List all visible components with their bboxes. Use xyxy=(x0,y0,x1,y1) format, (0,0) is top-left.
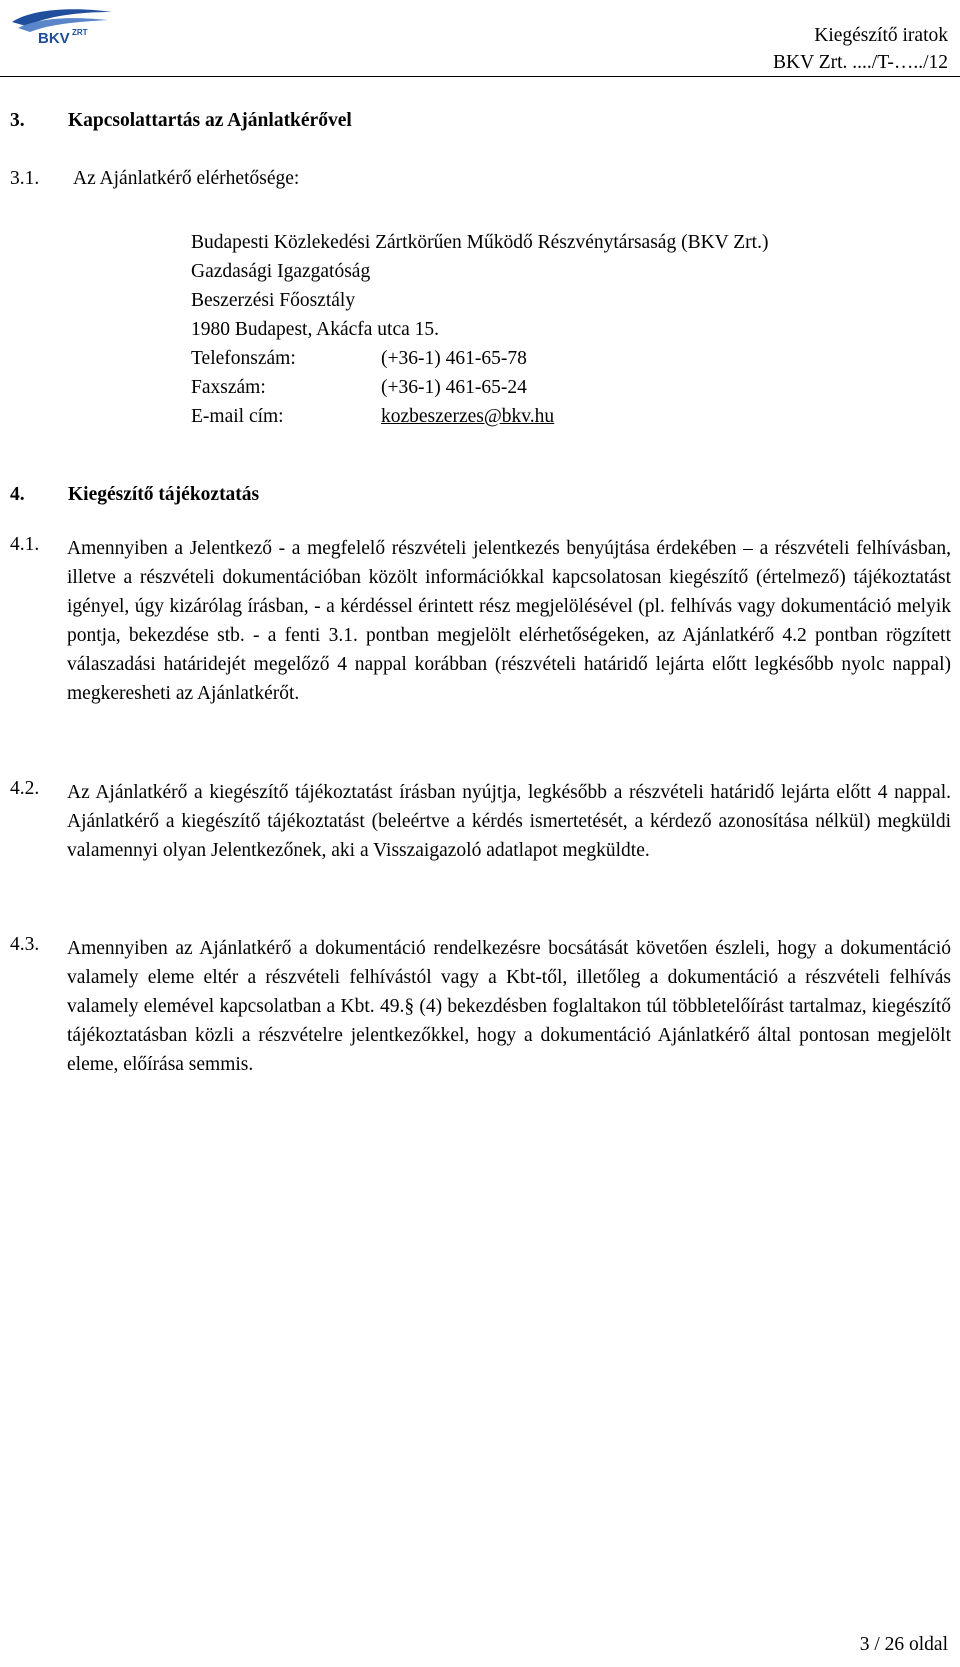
section-4-title: Kiegészítő tájékoztatás xyxy=(68,484,260,505)
paragraph-4-1 xyxy=(10,534,952,709)
phone-label: Telefonszám: xyxy=(191,348,296,369)
contact-address: 1980 Budapest, Akácfa utca 15. xyxy=(191,319,440,340)
header-doc-title: Kiegészítő iratok xyxy=(814,25,948,46)
email-label: E-mail cím: xyxy=(191,406,284,427)
phone-value: (+36-1) 461-65-78 xyxy=(381,348,527,369)
paragraph-4-3 xyxy=(10,934,952,1079)
header-doc-ref: BKV Zrt. ..../T-…../12 xyxy=(773,52,948,73)
header-divider xyxy=(0,76,960,77)
fax-label: Faxszám: xyxy=(191,377,266,398)
paragraph-text: Amennyiben az Ajánlatkérő a dokumentáció rendelkezésre bocsátását követően észleli, hogy a dokumentáció valamely eleme eltér a részvételi felhívástól vagy a Kbt-től, illetőleg a dokumentáció a részvételi felhívás valamely elemével kapcsolatban a Kbt. 49.§ (4) bekezdésben foglaltakon túl többletelőírást tartalmaz, kiegészítő tájékoztatásban közli a részvételre jelentkezőkkel, hogy a dokumentáció Ajánlatkérő által pontosan megjelölt eleme, előírása semmis. xyxy=(67,938,951,1076)
paragraph-number: 4.3. xyxy=(10,934,40,955)
paragraph-text: Amennyiben a Jelentkező - a megfelelő részvételi jelentkezés benyújtása érdekében – a részvételi felhívásban, illetve a részvételi dokumentációban közölt információkkal kapcsolatosan kiegészítő (értelmező) tájékoztatást igényel, úgy kizárólag írásban, - a kérdéssel érintett rész megjelölésével (pl. felhívás vagy dokumentáció melyik pontja, bekezdése stb. - a fenti 3.1. pontban megjelölt elérhetőségeken, az Ajánlatkérő 4.2 pontban rögzített válaszadási határidejét megelőző 4 nappal korábban (részvételi határidő lejárta előtt legkésőbb nyolc nappal) megkeresheti az Ajánlatkérőt. xyxy=(67,538,951,705)
section-3-1-number: 3.1. xyxy=(10,168,40,189)
contact-email-row xyxy=(191,402,768,431)
section-3-title: Kapcsolattartás az Ajánlatkérővel xyxy=(68,110,352,131)
section-4-heading xyxy=(10,484,259,506)
header-doc-info xyxy=(773,22,948,76)
fax-value: (+36-1) 461-65-24 xyxy=(381,377,527,398)
paragraph-number: 4.1. xyxy=(10,534,40,555)
email-link[interactable]: kozbeszerzes@bkv.hu xyxy=(381,406,555,427)
section-4-number: 4. xyxy=(10,484,25,505)
contact-block xyxy=(191,228,768,431)
contact-dept-1: Gazdasági Igazgatóság xyxy=(191,261,371,282)
paragraph-number: 4.2. xyxy=(10,778,40,799)
contact-phone-row xyxy=(191,344,768,373)
paragraph-text: Az Ajánlatkérő a kiegészítő tájékoztatást írásban nyújtja, legkésőbb a részvételi határidő lejárta előtt 4 nappal. Ajánlatkérő a kiegészítő tájékoztatást (beleértve a kérdés ismertetését, a kérdező azonosítása nélkül) megküldi valamennyi olyan Jelentkezőnek, aki a Visszaigazoló adatlapot megküldte. xyxy=(67,782,951,862)
section-3-number: 3. xyxy=(10,110,25,131)
contact-org: Budapesti Közlekedési Zártkörűen Működő Részvénytársaság (BKV Zrt.) xyxy=(191,232,769,253)
bkv-logo xyxy=(8,2,120,46)
paragraph-4-2 xyxy=(10,778,952,865)
svg-text:BKV: BKV xyxy=(38,30,70,46)
section-3-heading xyxy=(10,110,352,132)
contact-fax-row xyxy=(191,373,768,402)
svg-text:ZRT: ZRT xyxy=(72,28,88,37)
contact-dept-2: Beszerzési Főosztály xyxy=(191,290,356,311)
page-number: 3 / 26 oldal xyxy=(859,1634,948,1655)
section-3-1-title: Az Ajánlatkérő elérhetősége: xyxy=(73,168,300,189)
section-3-1-heading xyxy=(10,168,299,190)
